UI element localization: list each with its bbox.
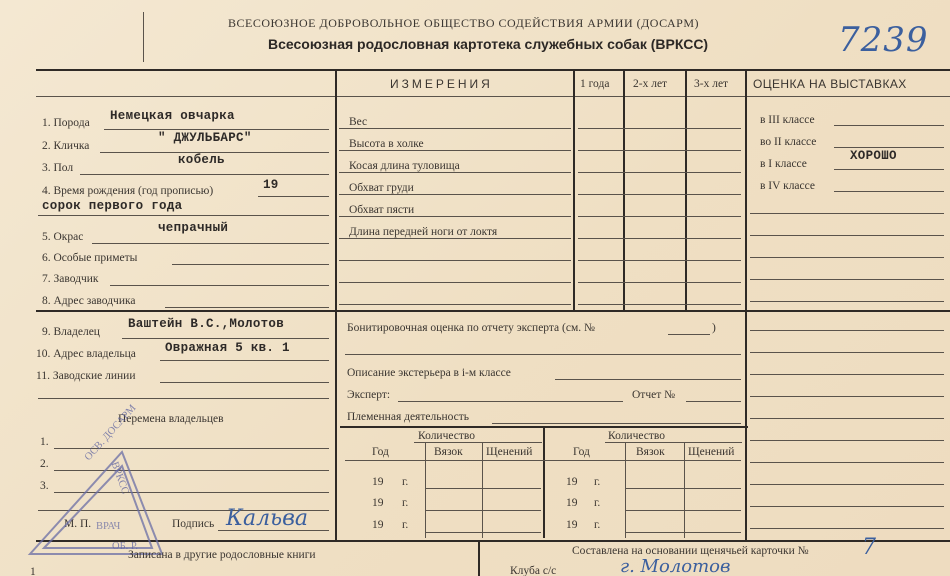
- header-divider: [143, 12, 144, 62]
- basis-label: Составлена на основании щенячьей карточки №: [572, 545, 809, 557]
- right-line: [750, 374, 944, 375]
- right-line: [750, 462, 944, 463]
- owner-value: Ваштейн В.С.,Молотов: [128, 317, 285, 331]
- measure-pastern: Обхват пясти: [349, 204, 415, 216]
- breeding-line: [345, 460, 741, 461]
- bottom-rule: [36, 540, 950, 542]
- field-breed-label: 1. Порода: [42, 117, 90, 129]
- right-line: [750, 484, 944, 485]
- breeding-vline: [625, 442, 626, 538]
- measure-line: [578, 128, 741, 129]
- breeding-year-r2: 19: [566, 497, 578, 509]
- breeding-line: [625, 488, 741, 489]
- breeding-suffix-r3: г.: [594, 519, 601, 531]
- breeding-line: [414, 442, 542, 443]
- exhibit-class-3: в III классе: [760, 114, 815, 126]
- right-line: [750, 528, 944, 529]
- breeding-suffix-l1: г.: [402, 476, 409, 488]
- stamp-text-3: ВРАЧ: [96, 521, 121, 532]
- breeding-line: [425, 532, 541, 533]
- bonitation-line: [555, 379, 741, 380]
- breeding-suffix-l3: г.: [402, 519, 409, 531]
- breeding-col-mating-l: Вязок: [434, 446, 463, 458]
- field-line: [92, 243, 329, 244]
- exhibit-line: [750, 279, 944, 280]
- measure-line: [578, 282, 741, 283]
- measure-chest: Обхват груди: [349, 182, 414, 194]
- owner-address-label: 10. Адрес владельца: [36, 348, 136, 360]
- breeding-year-l1: 19: [372, 476, 384, 488]
- col-1-year: 1 года: [580, 78, 610, 90]
- field-line: [80, 174, 329, 175]
- expert-label: Эксперт:: [347, 389, 391, 401]
- measure-line: [578, 194, 741, 195]
- bonitation-label: Бонитировочная оценка по отчету эксперта (см. №: [347, 322, 595, 334]
- field-line: [104, 129, 329, 130]
- field-line: [38, 215, 329, 216]
- breeding-vline: [482, 442, 483, 538]
- org-name: ВСЕСОЮЗНОЕ ДОБРОВОЛЬНОЕ ОБЩЕСТВО СОДЕЙСТВИЯ АРМИИ (ДОСАРМ): [228, 16, 700, 30]
- right-line: [750, 330, 944, 331]
- measure-line: [339, 282, 571, 283]
- exhibit-line: [750, 235, 944, 236]
- measure-foreleg: Длина передней ноги от локтя: [349, 226, 498, 238]
- stamp-text-4: ОБ. Р.: [112, 541, 139, 552]
- measure-weight: Вес: [349, 116, 368, 128]
- signature-label: Подпись: [172, 518, 215, 530]
- breeding-year-r3: 19: [566, 519, 578, 531]
- exhibit-line: [834, 191, 944, 192]
- exhibit-line: [750, 257, 944, 258]
- exhibit-line: [750, 213, 944, 214]
- breeding-col-year-l: Год: [372, 446, 389, 458]
- bonitation-line: [398, 401, 623, 402]
- breeding-suffix-r1: г.: [594, 476, 601, 488]
- signature: Кальва: [226, 506, 309, 531]
- owner-line: [122, 338, 329, 339]
- breeding-vline: [684, 442, 685, 538]
- owner-label: 9. Владелец: [42, 326, 100, 338]
- breeding-year-l3: 19: [372, 519, 384, 531]
- measure-line: [339, 260, 571, 261]
- measure-line: [578, 216, 741, 217]
- breeding-col-year-r: Год: [573, 446, 590, 458]
- club-value: г. Молотов: [620, 556, 731, 576]
- right-line: [750, 506, 944, 507]
- exhibit-class-2: во II классе: [760, 136, 817, 148]
- right-line: [750, 418, 944, 419]
- measure-length: Косая длина туловища: [349, 160, 460, 172]
- measure-line: [578, 304, 741, 305]
- card-number: 7239: [838, 20, 929, 60]
- signature-line: [218, 530, 329, 531]
- other-books-label: Записана в другие родословные книги: [128, 549, 316, 561]
- field-marks-label: 6. Особые приметы: [42, 252, 138, 264]
- owner-change-2: 2.: [40, 458, 49, 470]
- breeding-year-r1: 19: [566, 476, 578, 488]
- measure-line: [339, 216, 571, 217]
- exhibitions-header: ОЦЕНКА НА ВЫСТАВКАХ: [753, 77, 907, 91]
- exhibit-line: [750, 301, 944, 302]
- report-label: Отчет №: [632, 389, 676, 401]
- exhibit-class-1: в I классе: [760, 158, 807, 170]
- owner-change-3: 3.: [40, 480, 49, 492]
- breeding-qty-right: Количество: [608, 430, 665, 442]
- col-2-years: 2-х лет: [633, 78, 668, 90]
- field-sex-label: 3. Пол: [42, 162, 74, 174]
- measurements-header: ИЗМЕРЕНИЯ: [390, 77, 493, 91]
- field-line: [110, 285, 329, 286]
- owner-change-title: Перемена владельцев: [118, 413, 224, 425]
- right-line: [750, 396, 944, 397]
- measure-height: Высота в холке: [349, 138, 424, 150]
- field-birth-label: 4. Время рождения (год прописью): [42, 185, 214, 197]
- club-label: Клуба с/с: [510, 565, 557, 576]
- breeding-line: [625, 532, 741, 533]
- mid-rule: [36, 310, 950, 312]
- field-breeder-label: 7. Заводчик: [42, 273, 99, 285]
- field-name-value: " ДЖУЛЬБАРС": [158, 131, 252, 145]
- breeding-line: [625, 510, 741, 511]
- breeding-vline: [425, 442, 426, 538]
- measure-line: [339, 128, 571, 129]
- right-line: [750, 352, 944, 353]
- measure-line: [578, 260, 741, 261]
- bonitation-line: [492, 423, 741, 424]
- field-sex-value: кобель: [178, 153, 225, 167]
- mp-label: М. П.: [64, 518, 92, 530]
- breeding-label: Племенная деятельность: [347, 411, 470, 423]
- owner-line: [160, 382, 329, 383]
- field-line: [258, 196, 329, 197]
- exhibit-line: [834, 169, 944, 170]
- col-divider-right: [745, 69, 747, 541]
- field-breeder-address-label: 8. Адрес заводчика: [42, 295, 136, 307]
- bonitation-line: [668, 334, 710, 335]
- basis-value: 7: [862, 535, 876, 560]
- field-line: [165, 307, 329, 308]
- owner-line: [38, 398, 329, 399]
- field-color-label: 5. Окрас: [42, 231, 84, 243]
- breeding-suffix-r2: г.: [594, 497, 601, 509]
- breeding-year-l2: 19: [372, 497, 384, 509]
- field-name-label: 2. Кличка: [42, 140, 90, 152]
- measure-line: [339, 172, 571, 173]
- breeding-suffix-l2: г.: [402, 497, 409, 509]
- other-books-row-1: 1: [30, 566, 36, 576]
- stamp-text-1: ОСВ. ДОСАРМ: [82, 402, 139, 464]
- lines-label: 11. Заводские линии: [36, 370, 136, 382]
- breeding-col-litters-r: Щенений: [688, 446, 735, 458]
- bonitation-line: [345, 354, 741, 355]
- exhibit-class-1-value: ХОРОШО: [850, 149, 897, 163]
- exhibit-class-4: в IV классе: [760, 180, 815, 192]
- col-divider-3: [685, 69, 687, 310]
- stamp-text-2: ВРКСС: [108, 460, 131, 496]
- measure-line: [339, 194, 571, 195]
- exhibit-line: [834, 147, 944, 148]
- measure-line: [578, 150, 741, 151]
- breeding-col-mating-r: Вязок: [636, 446, 665, 458]
- bonitation-close: ): [712, 322, 716, 334]
- measure-line: [339, 238, 571, 239]
- field-birth-century: 19: [263, 178, 279, 192]
- breeding-table-divider: [543, 428, 545, 538]
- bonitation-line: [686, 401, 741, 402]
- breeding-qty-left: Количество: [418, 430, 475, 442]
- col-divider-left: [335, 69, 337, 541]
- exhibit-line: [834, 125, 944, 126]
- exterior-label: Описание экстерьера в і-м классе: [347, 367, 511, 379]
- col-divider-2: [623, 69, 625, 310]
- measure-line: [339, 304, 571, 305]
- breeding-line: [425, 488, 541, 489]
- field-birth-value: сорок первого года: [42, 199, 183, 213]
- footer-divider: [478, 540, 480, 576]
- field-color-value: чепрачный: [158, 221, 229, 235]
- measure-line: [339, 150, 571, 151]
- field-line: [172, 264, 329, 265]
- right-line: [750, 440, 944, 441]
- col-3-years: 3-х лет: [694, 78, 729, 90]
- breeding-line: [425, 510, 541, 511]
- top-rule: [36, 69, 950, 71]
- measure-line: [578, 172, 741, 173]
- card-title: Всесоюзная родословная картотека служебных собак (ВРКСС): [268, 36, 709, 52]
- col-divider-1: [573, 69, 575, 310]
- owner-address-value: Овражная 5 кв. 1: [165, 341, 290, 355]
- owner-line: [160, 360, 329, 361]
- header-rule: [36, 96, 950, 97]
- field-breed-value: Немецкая овчарка: [110, 109, 235, 123]
- measure-line: [578, 238, 741, 239]
- breeding-col-litters-l: Щенений: [486, 446, 533, 458]
- owner-change-1: 1.: [40, 436, 49, 448]
